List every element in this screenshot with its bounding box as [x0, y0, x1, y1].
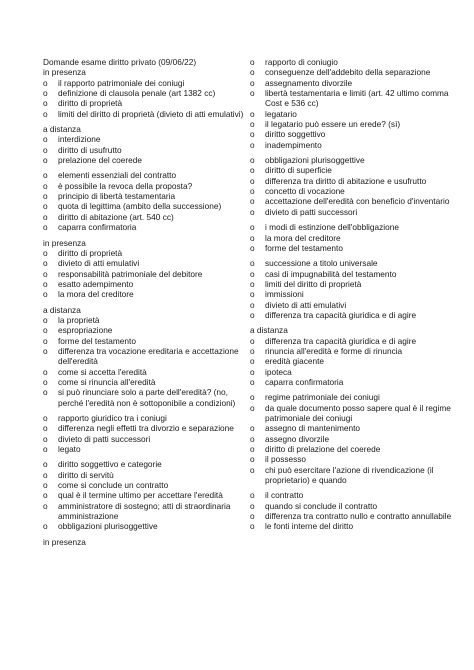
question-text: diritto di servitù	[58, 469, 114, 480]
question-item	[250, 140, 452, 150]
question-item	[250, 465, 452, 486]
question-text: rapporto giuridico tra i coniugi	[58, 413, 167, 423]
bullet-icon: o	[43, 490, 48, 501]
bullet-icon: o	[250, 242, 255, 253]
question-text: differenza tra contratto nullo e contratto annullabile	[265, 511, 452, 522]
bullet-icon: o	[43, 222, 48, 233]
bullet-icon: o	[43, 433, 48, 444]
question-text: limiti del diritto di proprietà (divieto di atti emulativi)	[58, 108, 244, 119]
question-item	[250, 186, 452, 196]
question-item	[43, 201, 248, 211]
question-text: diritto di abitazione (art. 540 cc)	[58, 211, 174, 222]
question-text: diritto di proprietà	[58, 98, 123, 109]
bullet-icon: o	[43, 469, 48, 480]
question-list	[250, 222, 452, 253]
question-item	[43, 346, 248, 367]
question-item	[43, 413, 248, 423]
question-text: limiti del diritto di proprietà	[265, 278, 362, 289]
bullet-icon: o	[250, 299, 255, 310]
bullet-icon: o	[250, 444, 255, 455]
question-text: inadempimento	[265, 139, 322, 150]
bullet-icon: o	[43, 387, 48, 398]
bullet-icon: o	[250, 258, 255, 269]
question-item	[43, 279, 248, 289]
question-text: elementi essenziali del contratto	[58, 170, 177, 181]
bullet-icon: o	[250, 356, 255, 367]
question-text: successione a titolo universale	[265, 258, 378, 269]
bullet-icon: o	[43, 366, 48, 377]
bullet-icon: o	[250, 376, 255, 387]
question-text: eredità giacente	[265, 356, 325, 367]
bullet-icon: o	[43, 134, 48, 145]
question-section	[43, 67, 248, 119]
section-heading: a distanza	[250, 325, 288, 336]
question-item	[250, 336, 452, 346]
question-text: il rapporto patrimoniale dei coniugi	[58, 77, 185, 88]
question-item	[250, 423, 452, 433]
question-item	[250, 490, 452, 500]
question-text: diritto di usufrutto	[58, 144, 122, 155]
bullet-icon: o	[250, 490, 255, 501]
bullet-icon: o	[43, 88, 48, 99]
bullet-icon: o	[43, 170, 48, 181]
question-item	[43, 88, 248, 98]
question-item	[43, 109, 248, 119]
question-text: è possibile la revoca della proposta?	[58, 180, 193, 191]
question-text: si può rinunciare solo a parte dell'eredità? (no, perché l'eredità non è sottoponibile a condizioni)	[58, 387, 236, 408]
question-item	[250, 346, 452, 356]
question-list	[43, 459, 248, 531]
bullet-icon: o	[250, 67, 255, 78]
question-text: le fonti interne del diritto	[265, 521, 354, 532]
bullet-icon: o	[43, 108, 48, 119]
question-text: la proprietà	[58, 314, 100, 325]
question-text: espropriazione	[58, 325, 113, 336]
question-text: da quale documento posso sapere qual è il regime patrimoniale dei coniugi	[265, 402, 451, 423]
question-text: assegnamento divorzile	[265, 77, 353, 88]
question-item	[250, 444, 452, 454]
bullet-icon: o	[250, 433, 255, 444]
question-text: il legatario può essere un erede? (sì)	[265, 119, 401, 130]
question-text: come si conclude un contratto	[58, 480, 169, 491]
question-list	[250, 155, 452, 217]
question-item	[250, 88, 452, 109]
question-item	[43, 444, 248, 454]
bullet-icon: o	[43, 444, 48, 455]
question-item	[250, 403, 452, 424]
bullet-icon: o	[250, 77, 255, 88]
question-text: rapporto di coniugio	[265, 57, 338, 67]
bullet-icon: o	[43, 325, 48, 336]
question-item	[43, 155, 248, 165]
question-item	[43, 315, 248, 325]
bullet-icon: o	[250, 232, 255, 243]
document-title: Domande esame diritto privato (09/06/22)	[43, 57, 197, 67]
bullet-icon: o	[43, 247, 48, 258]
bullet-icon: o	[250, 88, 255, 99]
question-text: obbligazioni plurisoggettive	[58, 521, 158, 532]
question-text: forme del testamento	[58, 335, 136, 346]
question-item	[43, 336, 248, 346]
question-section	[250, 57, 452, 320]
question-item	[43, 423, 248, 433]
question-list	[250, 258, 452, 320]
question-text: libertà testamentaria e limiti (art. 42 ultimo comma Cost e 536 cc)	[265, 88, 449, 109]
question-item	[43, 521, 248, 531]
question-text: divieto di atti emulativi	[265, 299, 347, 310]
question-item	[250, 109, 452, 119]
question-text: differenza tra diritto di abitazione e usufrutto	[265, 175, 427, 186]
question-section	[250, 325, 452, 532]
question-text: diritto soggettivo e categorie	[58, 459, 162, 470]
question-text: esatto adempimento	[58, 278, 134, 289]
bullet-icon: o	[250, 392, 255, 403]
question-item	[250, 269, 452, 279]
question-item	[250, 243, 452, 253]
question-item	[250, 78, 452, 88]
question-list	[250, 57, 452, 150]
question-section	[43, 124, 248, 232]
question-item	[43, 459, 248, 469]
bullet-icon: o	[250, 222, 255, 233]
bullet-icon: o	[250, 196, 255, 207]
bullet-icon: o	[250, 366, 255, 377]
question-item	[250, 165, 452, 175]
question-text: amministratore di sostegno; atti di straordinaria amministrazione	[58, 500, 231, 522]
bullet-icon: o	[43, 423, 48, 434]
question-text: diritto di superficie	[265, 165, 332, 176]
question-item	[250, 222, 452, 232]
question-text: interdizione	[58, 134, 101, 145]
question-item	[43, 212, 248, 222]
question-text: caparra confirmatoria	[58, 222, 137, 233]
question-item	[250, 501, 452, 511]
bullet-icon: o	[250, 186, 255, 197]
question-item	[43, 490, 248, 500]
question-list	[43, 248, 248, 300]
right-column	[250, 57, 452, 537]
question-item	[250, 377, 452, 387]
question-text: forme del testamento	[265, 242, 343, 253]
question-item	[250, 57, 452, 67]
bullet-icon: o	[250, 206, 255, 217]
bullet-icon: o	[43, 144, 48, 155]
question-list	[43, 134, 248, 165]
question-item	[43, 269, 248, 279]
question-item	[43, 480, 248, 490]
question-text: differenza negli effetti tra divorzio e separazione	[58, 423, 234, 434]
section-heading: in presenza	[43, 237, 86, 248]
bullet-icon: o	[250, 139, 255, 150]
question-list	[250, 392, 452, 485]
question-item	[250, 392, 452, 402]
question-text: quota di legittima (ambito della successione)	[58, 201, 222, 212]
question-item	[43, 170, 248, 180]
question-item	[250, 207, 452, 217]
bullet-icon: o	[250, 129, 255, 140]
bullet-icon: o	[43, 480, 48, 491]
question-text: la mora del creditore	[58, 289, 134, 300]
section-heading: a distanza	[43, 124, 81, 135]
question-item	[43, 377, 248, 387]
question-item	[250, 356, 452, 366]
question-text: assegno divorzile	[265, 433, 330, 444]
question-item	[43, 191, 248, 201]
question-text: differenza tra capacità giuridica e di agire	[265, 309, 417, 320]
question-text: responsabilità patrimoniale del debitore	[58, 268, 203, 279]
question-item	[250, 129, 452, 139]
bullet-icon: o	[43, 77, 48, 88]
bullet-icon: o	[43, 345, 48, 356]
question-item	[250, 454, 452, 464]
question-item	[250, 521, 452, 531]
question-text: divieto di patti successori	[265, 206, 358, 217]
bullet-icon: o	[250, 345, 255, 356]
question-text: legatario	[265, 108, 297, 119]
bullet-icon: o	[250, 402, 255, 413]
question-item	[250, 67, 452, 77]
question-item	[250, 258, 452, 268]
question-text: come si rinuncia all'eredità	[58, 376, 156, 387]
bullet-icon: o	[43, 376, 48, 387]
question-item	[43, 78, 248, 88]
question-item	[250, 367, 452, 377]
question-text: caparra confirmatoria	[265, 376, 344, 387]
question-text: il contratto	[265, 490, 304, 501]
question-item	[43, 501, 248, 522]
bullet-icon: o	[250, 165, 255, 176]
bullet-icon: o	[250, 309, 255, 320]
question-text: qual è il termine ultimo per accettare l'eredità	[58, 490, 223, 501]
question-item	[43, 248, 248, 258]
bullet-icon: o	[250, 268, 255, 279]
question-text: divieto di atti emulativi	[58, 258, 140, 269]
question-text: accettazione dell'eredità con beneficio d'inventario	[265, 196, 450, 207]
question-text: obbligazioni plurisoggettive	[265, 155, 365, 166]
question-item	[250, 310, 452, 320]
question-list	[250, 490, 452, 531]
question-text: prelazione del coerede	[58, 155, 142, 166]
question-item	[250, 155, 452, 165]
question-text: diritto di proprietà	[58, 247, 123, 258]
question-text: immissioni	[265, 289, 304, 300]
question-text: quando si conclude il contratto	[265, 500, 378, 511]
question-item	[43, 434, 248, 444]
question-text: chi può esercitare l'azione di rivendicazione (il proprietario) e quando	[265, 464, 434, 486]
question-item	[43, 98, 248, 108]
question-item	[250, 119, 452, 129]
question-section	[43, 537, 248, 547]
question-text: ipoteca	[265, 366, 292, 377]
question-text: definizione di clausola penale (art 1382 cc)	[58, 88, 216, 99]
section-heading: in presenza	[43, 536, 86, 547]
question-item	[43, 470, 248, 480]
bullet-icon: o	[43, 500, 48, 511]
bullet-icon: o	[250, 521, 255, 532]
question-item	[250, 279, 452, 289]
question-section	[43, 238, 248, 300]
bullet-icon: o	[43, 191, 48, 202]
bullet-icon: o	[250, 57, 255, 67]
question-text: la mora del creditore	[265, 232, 341, 243]
question-text: diritto soggettivo	[265, 129, 326, 140]
question-list	[250, 336, 452, 388]
bullet-icon: o	[250, 335, 255, 346]
bullet-icon: o	[43, 268, 48, 279]
bullet-icon: o	[43, 180, 48, 191]
bullet-icon: o	[250, 423, 255, 434]
bullet-icon: o	[43, 335, 48, 346]
question-text: il possesso	[265, 454, 307, 465]
bullet-icon: o	[43, 201, 48, 212]
question-text: divieto di patti successori	[58, 433, 151, 444]
section-heading: a distanza	[43, 304, 81, 315]
bullet-icon: o	[250, 108, 255, 119]
question-list	[43, 413, 248, 454]
question-item	[250, 233, 452, 243]
question-item	[43, 222, 248, 232]
question-item	[43, 387, 248, 408]
bullet-icon: o	[43, 459, 48, 470]
question-list	[43, 78, 248, 119]
question-item	[43, 134, 248, 144]
question-list	[43, 315, 248, 408]
bullet-icon: o	[250, 155, 255, 166]
bullet-icon: o	[43, 278, 48, 289]
question-item	[43, 258, 248, 268]
question-text: regime patrimoniale dei coniugi	[265, 392, 380, 403]
bullet-icon: o	[43, 314, 48, 325]
question-item	[43, 367, 248, 377]
question-item	[250, 300, 452, 310]
question-text: assegno di mantenimento	[265, 423, 361, 434]
bullet-icon: o	[43, 413, 48, 423]
bullet-icon: o	[250, 289, 255, 300]
question-text: principio di libertà testamentaria	[58, 191, 176, 202]
question-text: differenza tra vocazione ereditaria e accettazione dell'eredità	[58, 345, 239, 367]
bullet-icon: o	[43, 98, 48, 109]
bullet-icon: o	[43, 289, 48, 300]
question-text: casi di impugnabilità del testamento	[265, 268, 397, 279]
bullet-icon: o	[43, 521, 48, 532]
question-item	[250, 176, 452, 186]
question-item	[250, 289, 452, 299]
question-section	[43, 305, 248, 532]
question-list	[43, 170, 248, 232]
question-text: diritto di prelazione del coerede	[265, 444, 381, 455]
bullet-icon: o	[250, 278, 255, 289]
question-item	[43, 181, 248, 191]
bullet-icon: o	[43, 155, 48, 166]
bullet-icon: o	[250, 175, 255, 186]
section-heading: in presenza	[43, 67, 86, 78]
bullet-icon: o	[250, 464, 255, 475]
bullet-icon: o	[250, 119, 255, 130]
question-item	[250, 196, 452, 206]
question-text: rinuncia all'eredità e forme di rinuncia	[265, 345, 403, 356]
bullet-icon: o	[250, 500, 255, 511]
question-text: conseguenze dell'addebito della separazione	[265, 67, 431, 78]
left-column	[43, 57, 248, 547]
bullet-icon: o	[43, 258, 48, 269]
question-text: legato	[58, 444, 81, 455]
question-item	[250, 434, 452, 444]
question-item	[43, 145, 248, 155]
bullet-icon: o	[43, 211, 48, 222]
question-text: differenza tra capacità giuridica e di agire	[265, 335, 417, 346]
question-text: come si accetta l'eredità	[58, 366, 147, 377]
question-item	[43, 325, 248, 335]
bullet-icon: o	[250, 454, 255, 465]
question-item	[43, 289, 248, 299]
question-item	[250, 511, 452, 521]
bullet-icon: o	[250, 511, 255, 522]
question-text: concetto di vocazione	[265, 186, 345, 197]
question-text: i modi di estinzione dell'obbligazione	[265, 222, 399, 233]
